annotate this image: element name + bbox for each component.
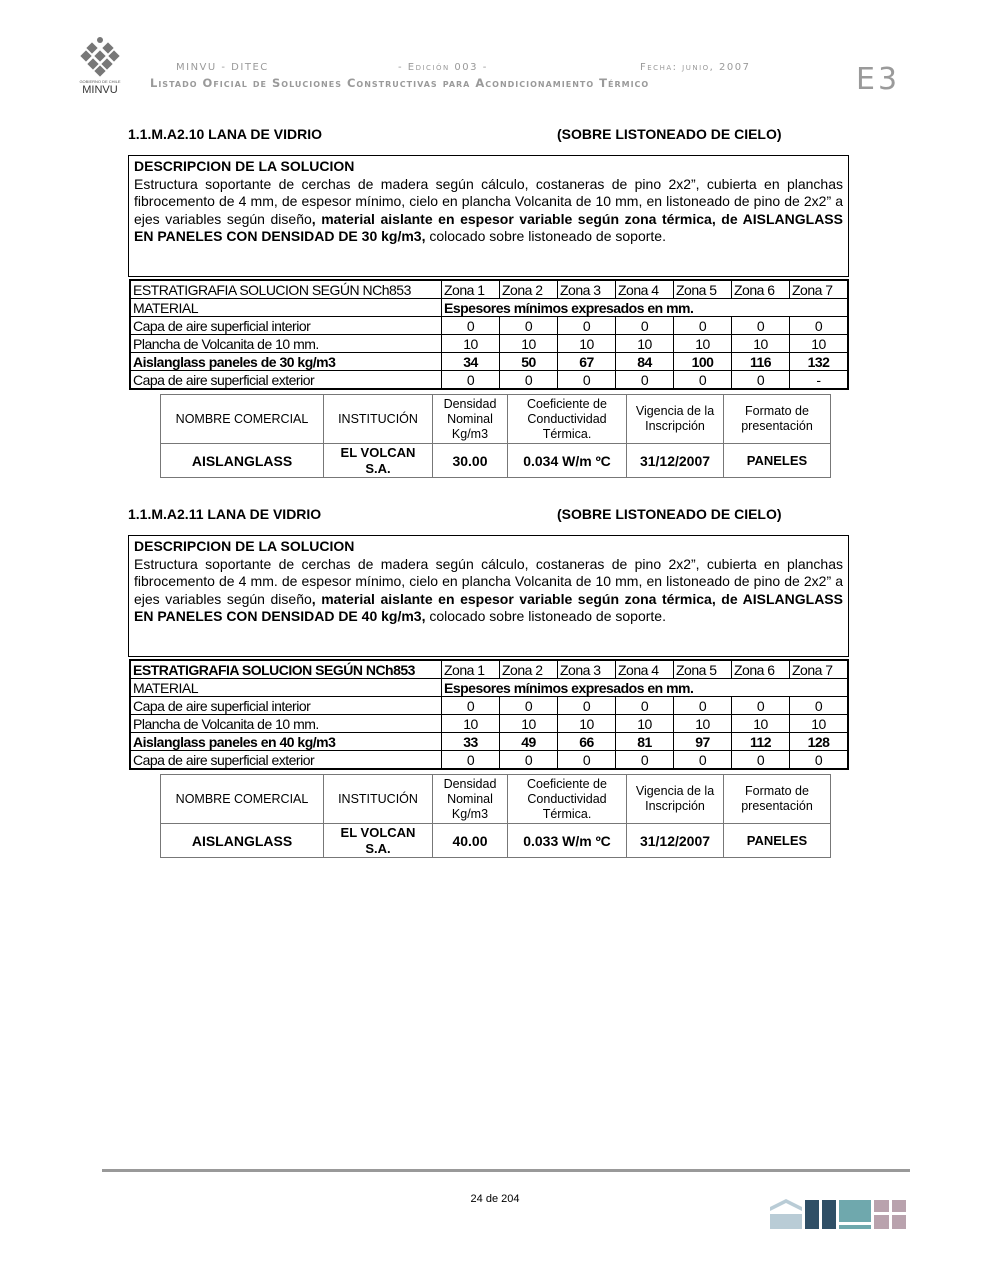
product-header: Densidad Nominal Kg/m3 xyxy=(433,395,508,444)
thickness-cell: 0 xyxy=(674,317,732,335)
header-edition: - Edición 003 - xyxy=(398,62,488,73)
material-label: MATERIAL xyxy=(130,679,442,697)
thickness-cell: 10 xyxy=(500,715,558,733)
material-label: MATERIAL xyxy=(130,299,442,317)
thickness-cell: 0 xyxy=(442,697,500,715)
thickness-cell: 84 xyxy=(616,353,674,371)
thickness-cell: 0 xyxy=(616,751,674,770)
table-row xyxy=(130,317,848,335)
strat-header: ESTRATIGRAFIA SOLUCION SEGÚN NCh853 xyxy=(130,280,442,299)
description-title: DESCRIPCION DE LA SOLUCION xyxy=(134,158,355,174)
material-note: Espesores mínimos expresados en mm. xyxy=(442,299,849,317)
thickness-cell: 0 xyxy=(558,317,616,335)
product-cell: EL VOLCAN S.A. xyxy=(324,444,433,478)
zone-header: Zona 7 xyxy=(790,280,849,299)
description-end: colocado sobre listoneado de soporte. xyxy=(425,228,666,245)
table-header-row xyxy=(130,280,848,299)
thickness-cell: 10 xyxy=(674,335,732,353)
product-header: Densidad Nominal Kg/m3 xyxy=(433,775,508,824)
product-cell: 30.00 xyxy=(433,444,508,478)
thickness-cell: 0 xyxy=(732,751,790,770)
solution-code: 1.1.M.A2.11 LANA DE VIDRIO xyxy=(128,506,322,522)
header-org: MINVU - DITEC xyxy=(176,62,269,73)
table-row xyxy=(130,733,848,751)
header-date: Fecha: junio, 2007 xyxy=(640,62,751,73)
minvu-logo xyxy=(72,34,128,94)
table-row xyxy=(130,299,848,317)
description-bold: , material aislante en espesor variable según zona térmica, de AISLANGLASS EN PANELES CON DENSIDAD DE 40 kg/m3, xyxy=(134,590,843,625)
thickness-cell: 0 xyxy=(790,317,849,335)
zone-header: Zona 5 xyxy=(674,660,732,679)
product-cell: 0.034 W/m ºC xyxy=(508,444,627,478)
svg-text:GOBIERNO DE CHILE: GOBIERNO DE CHILE xyxy=(79,79,121,84)
thickness-cell: 10 xyxy=(558,335,616,353)
layer-label: Capa de aire superficial exterior xyxy=(130,371,442,390)
zone-header: Zona 1 xyxy=(442,660,500,679)
table-header-row xyxy=(161,775,831,824)
thickness-cell: 0 xyxy=(616,371,674,390)
product-cell: EL VOLCAN S.A. xyxy=(324,824,433,858)
thickness-cell: 0 xyxy=(442,317,500,335)
thickness-cell: 10 xyxy=(558,715,616,733)
thickness-cell: 0 xyxy=(500,371,558,390)
thickness-cell: 0 xyxy=(442,751,500,770)
material-note: Espesores mínimos expresados en mm. xyxy=(442,679,849,697)
thickness-cell: 67 xyxy=(558,353,616,371)
thickness-cell: 0 xyxy=(442,371,500,390)
table-row xyxy=(130,715,848,733)
layer-label: Plancha de Volcanita de 10 mm. xyxy=(130,715,442,733)
layer-label: Aislanglass paneles en 40 kg/m3 xyxy=(130,733,442,751)
product-cell: PANELES xyxy=(724,824,831,858)
footer-divider xyxy=(102,1169,910,1172)
thickness-cell: 132 xyxy=(790,353,849,371)
thickness-cell: 100 xyxy=(674,353,732,371)
description-text: Estructura soportante de cerchas de madera según cálculo, costaneras de pino 2x2”, cubierta en planchas fibrocemento de 4 mm. de espesor mínimo, cielo en plancha Volcanita de 10 mm, en listoneado de pino de 2x2” a ejes variables según diseño xyxy=(134,555,843,607)
table-row xyxy=(130,697,848,715)
thickness-cell: 0 xyxy=(732,697,790,715)
thickness-cell: 0 xyxy=(790,697,849,715)
thickness-cell: - xyxy=(790,371,849,390)
solution-code: 1.1.M.A2.10 LANA DE VIDRIO xyxy=(128,126,322,142)
description-title: DESCRIPCION DE LA SOLUCION xyxy=(134,538,355,554)
thickness-cell: 97 xyxy=(674,733,732,751)
thickness-cell: 0 xyxy=(500,697,558,715)
table-header-row xyxy=(161,395,831,444)
product-header: NOMBRE COMERCIAL xyxy=(161,775,324,824)
thickness-cell: 10 xyxy=(442,335,500,353)
thickness-cell: 0 xyxy=(500,751,558,770)
thickness-cell: 50 xyxy=(500,353,558,371)
table-row xyxy=(130,751,848,770)
solution-subtitle: (SOBRE LISTONEADO DE CIELO) xyxy=(557,126,782,142)
thickness-cell: 0 xyxy=(674,697,732,715)
thickness-cell: 0 xyxy=(558,751,616,770)
description-box xyxy=(128,155,849,277)
thickness-cell: 0 xyxy=(732,317,790,335)
thickness-cell: 0 xyxy=(674,751,732,770)
product-header: Coeficiente de Conductividad Térmica. xyxy=(508,775,627,824)
thickness-cell: 10 xyxy=(790,715,849,733)
table-row xyxy=(161,444,831,478)
thickness-cell: 10 xyxy=(790,335,849,353)
product-header: Vigencia de la Inscripción xyxy=(627,775,724,824)
table-row xyxy=(130,679,848,697)
product-cell: PANELES xyxy=(724,444,831,478)
zone-header: Zona 6 xyxy=(732,660,790,679)
product-header: Vigencia de la Inscripción xyxy=(627,395,724,444)
thickness-cell: 128 xyxy=(790,733,849,751)
zone-header: Zona 4 xyxy=(616,660,674,679)
table-header-row xyxy=(130,660,848,679)
footer-logo-icon xyxy=(770,1197,908,1229)
product-table xyxy=(160,774,831,858)
product-cell: 31/12/2007 xyxy=(627,824,724,858)
product-cell: 31/12/2007 xyxy=(627,444,724,478)
product-header: Formato de presentación xyxy=(724,395,831,444)
thickness-cell: 112 xyxy=(732,733,790,751)
layer-label: Plancha de Volcanita de 10 mm. xyxy=(130,335,442,353)
thickness-cell: 0 xyxy=(616,697,674,715)
layer-label: Capa de aire superficial interior xyxy=(130,317,442,335)
thickness-cell: 0 xyxy=(790,751,849,770)
description-end: colocado sobre listoneado de soporte. xyxy=(425,608,666,625)
product-cell: 0.033 W/m ºC xyxy=(508,824,627,858)
product-header: Coeficiente de Conductividad Térmica. xyxy=(508,395,627,444)
product-header: Formato de presentación xyxy=(724,775,831,824)
thickness-cell: 116 xyxy=(732,353,790,371)
thickness-cell: 33 xyxy=(442,733,500,751)
layer-label: Capa de aire superficial interior xyxy=(130,697,442,715)
description-box xyxy=(128,535,849,657)
thickness-cell: 49 xyxy=(500,733,558,751)
product-header: NOMBRE COMERCIAL xyxy=(161,395,324,444)
thickness-cell: 0 xyxy=(558,371,616,390)
stratigraphy-table xyxy=(129,279,849,390)
zone-header: Zona 2 xyxy=(500,660,558,679)
product-table xyxy=(160,394,831,478)
zone-header: Zona 5 xyxy=(674,280,732,299)
thickness-cell: 10 xyxy=(674,715,732,733)
table-row xyxy=(130,335,848,353)
product-cell: 40.00 xyxy=(433,824,508,858)
stratigraphy-table xyxy=(129,659,849,770)
table-row xyxy=(130,353,848,371)
thickness-cell: 0 xyxy=(674,371,732,390)
thickness-cell: 66 xyxy=(558,733,616,751)
thickness-cell: 81 xyxy=(616,733,674,751)
thickness-cell: 0 xyxy=(732,371,790,390)
description-text: Estructura soportante de cerchas de madera según cálculo, costaneras de pino 2x2”, cubierta en planchas fibrocemento de 4 mm, de espesor mínimo, cielo en plancha Volcanita de 10 mm, en listoneado de pino de 2x2” a ejes variables según diseño xyxy=(134,175,843,227)
thickness-cell: 10 xyxy=(616,715,674,733)
zone-header: Zona 7 xyxy=(790,660,849,679)
thickness-cell: 0 xyxy=(558,697,616,715)
thickness-cell: 10 xyxy=(442,715,500,733)
thickness-cell: 10 xyxy=(732,715,790,733)
zone-header: Zona 2 xyxy=(500,280,558,299)
solution-subtitle: (SOBRE LISTONEADO DE CIELO) xyxy=(557,506,782,522)
description-bold: , material aislante en espesor variable según zona térmica, de AISLANGLASS EN PANELES CON DENSIDAD DE 30 kg/m3, xyxy=(134,210,843,245)
zone-header: Zona 1 xyxy=(442,280,500,299)
header-title: Listado Oficial de Soluciones Constructivas para Acondicionamiento Térmico xyxy=(150,76,650,90)
thickness-cell: 10 xyxy=(616,335,674,353)
thickness-cell: 0 xyxy=(616,317,674,335)
section-code: E3 xyxy=(856,62,901,97)
product-header: INSTITUCIÓN xyxy=(324,775,433,824)
table-row xyxy=(130,371,848,390)
layer-label: Aislanglass paneles de 30 kg/m3 xyxy=(130,353,442,371)
product-cell: AISLANGLASS xyxy=(161,444,324,478)
thickness-cell: 10 xyxy=(500,335,558,353)
page-number: 24 de 204 xyxy=(470,1193,520,1205)
product-header: INSTITUCIÓN xyxy=(324,395,433,444)
table-row xyxy=(161,824,831,858)
thickness-cell: 0 xyxy=(500,317,558,335)
zone-header: Zona 4 xyxy=(616,280,674,299)
zone-header: Zona 3 xyxy=(558,280,616,299)
layer-label: Capa de aire superficial exterior xyxy=(130,751,442,770)
zone-header: Zona 6 xyxy=(732,280,790,299)
svg-text:MINVU: MINVU xyxy=(82,84,118,94)
zone-header: Zona 3 xyxy=(558,660,616,679)
strat-header: ESTRATIGRAFIA SOLUCION SEGÚN NCh853 xyxy=(130,660,442,679)
product-cell: AISLANGLASS xyxy=(161,824,324,858)
thickness-cell: 34 xyxy=(442,353,500,371)
thickness-cell: 10 xyxy=(732,335,790,353)
